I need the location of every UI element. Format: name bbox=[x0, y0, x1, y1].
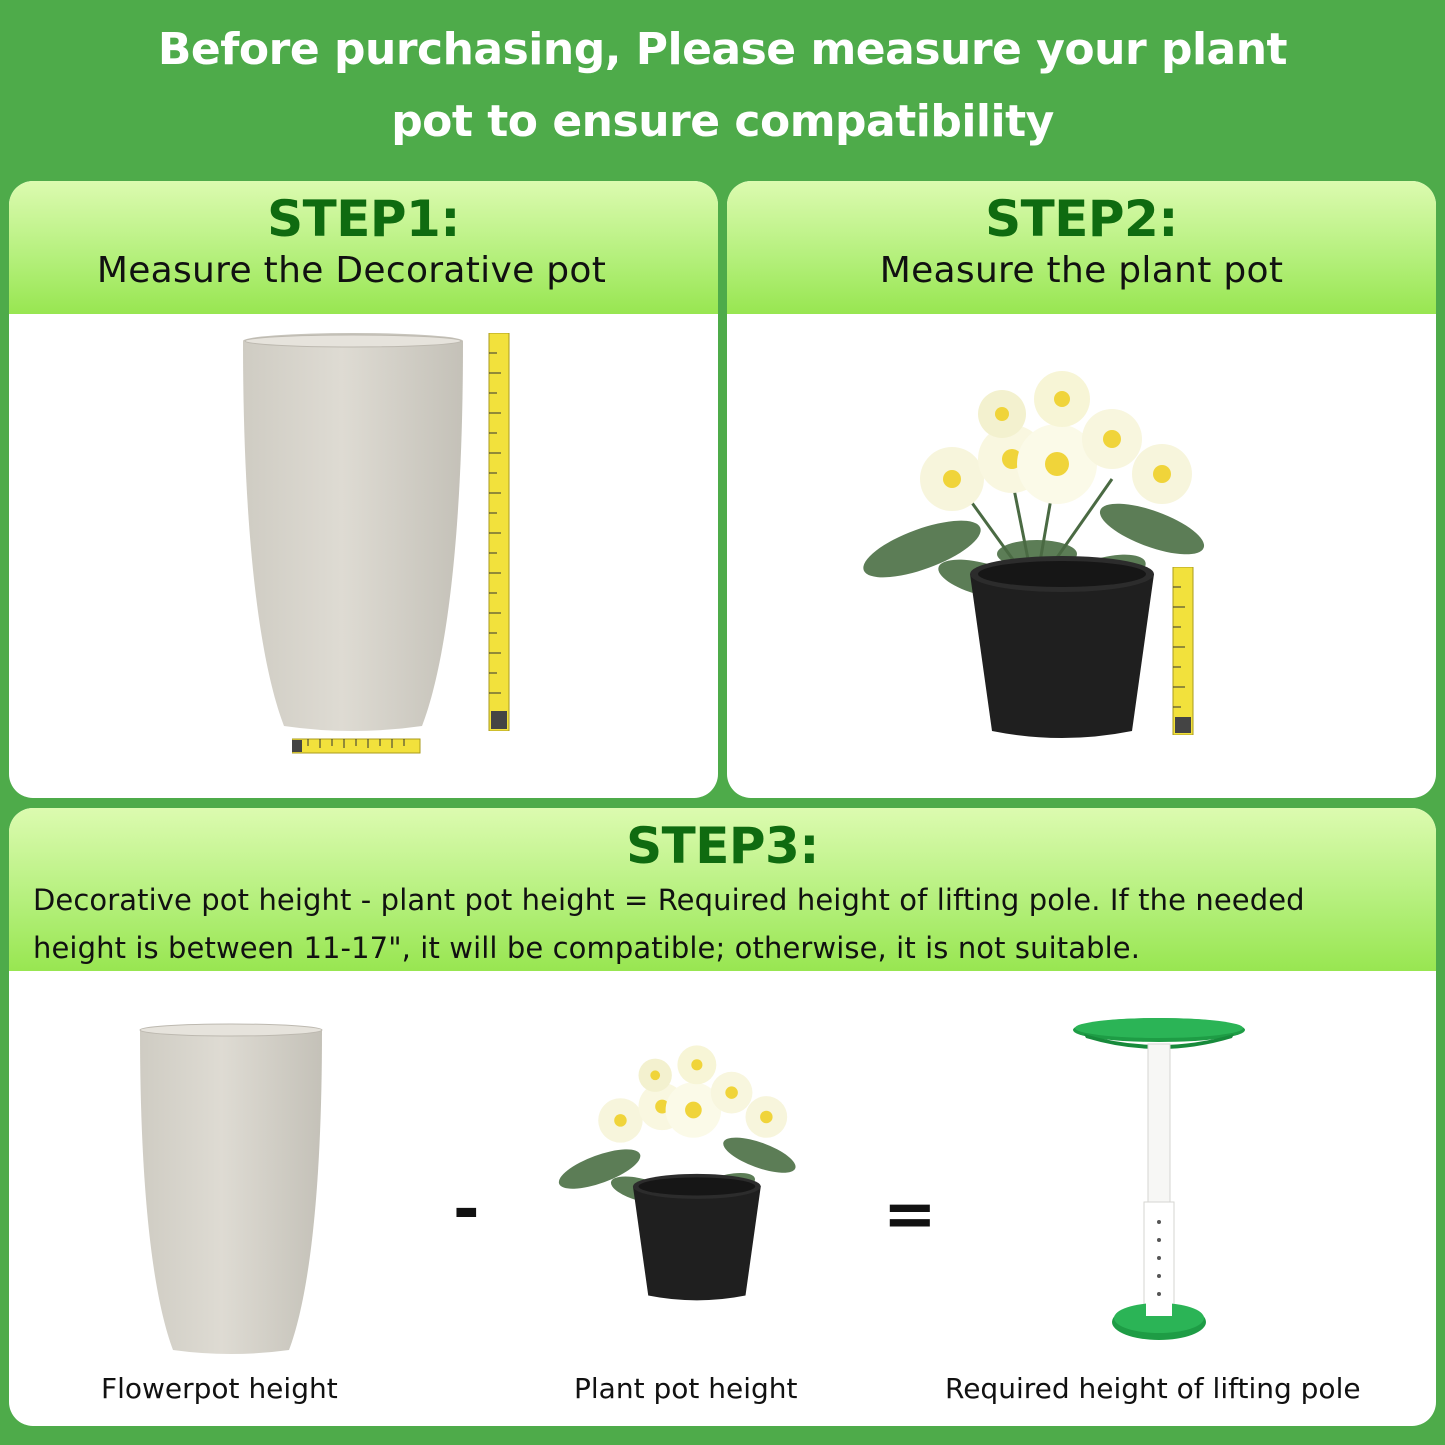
caption-flowerpot-height: Flowerpot height bbox=[101, 1372, 338, 1405]
decorative-pot-image bbox=[239, 331, 469, 736]
step3-description-line-2: height is between 11-17", it will be compatible; otherwise, it is not suitable. bbox=[33, 931, 1141, 965]
flower-plant-image bbox=[557, 1044, 802, 1308]
step3-card bbox=[9, 808, 1436, 1426]
step1-card bbox=[9, 181, 718, 798]
lifting-pole-image bbox=[1072, 1016, 1248, 1344]
step1-subtitle: Measure the Decorative pot bbox=[96, 250, 607, 291]
step2-title: STEP2: bbox=[985, 190, 1178, 248]
decorative-pot-image bbox=[137, 1022, 325, 1358]
step2-card bbox=[727, 181, 1436, 798]
tape-measure-icon bbox=[1172, 567, 1194, 735]
step1-header bbox=[9, 181, 718, 314]
caption-plant-pot-height: Plant pot height bbox=[574, 1372, 798, 1405]
headline-line-2: pot to ensure compatibility bbox=[391, 96, 1054, 147]
headline-line-1: Before purchasing, Please measure your plant bbox=[157, 24, 1288, 75]
flower-plant-image bbox=[862, 369, 1212, 749]
caption-lifting-pole-height: Required height of lifting pole bbox=[945, 1372, 1361, 1405]
step2-subtitle: Measure the plant pot bbox=[879, 250, 1284, 291]
step2-header bbox=[727, 181, 1436, 314]
headline bbox=[0, 14, 1445, 158]
step3-title: STEP3: bbox=[626, 817, 819, 875]
equals-operator: = bbox=[883, 1178, 937, 1252]
minus-operator: - bbox=[453, 1173, 480, 1247]
tape-measure-icon bbox=[292, 737, 422, 755]
step3-description-line-1: Decorative pot height - plant pot height = Required height of lifting pole. If the needed bbox=[33, 883, 1305, 917]
step3-header bbox=[9, 808, 1436, 971]
tape-measure-icon bbox=[487, 333, 511, 731]
step1-title: STEP1: bbox=[267, 190, 460, 248]
